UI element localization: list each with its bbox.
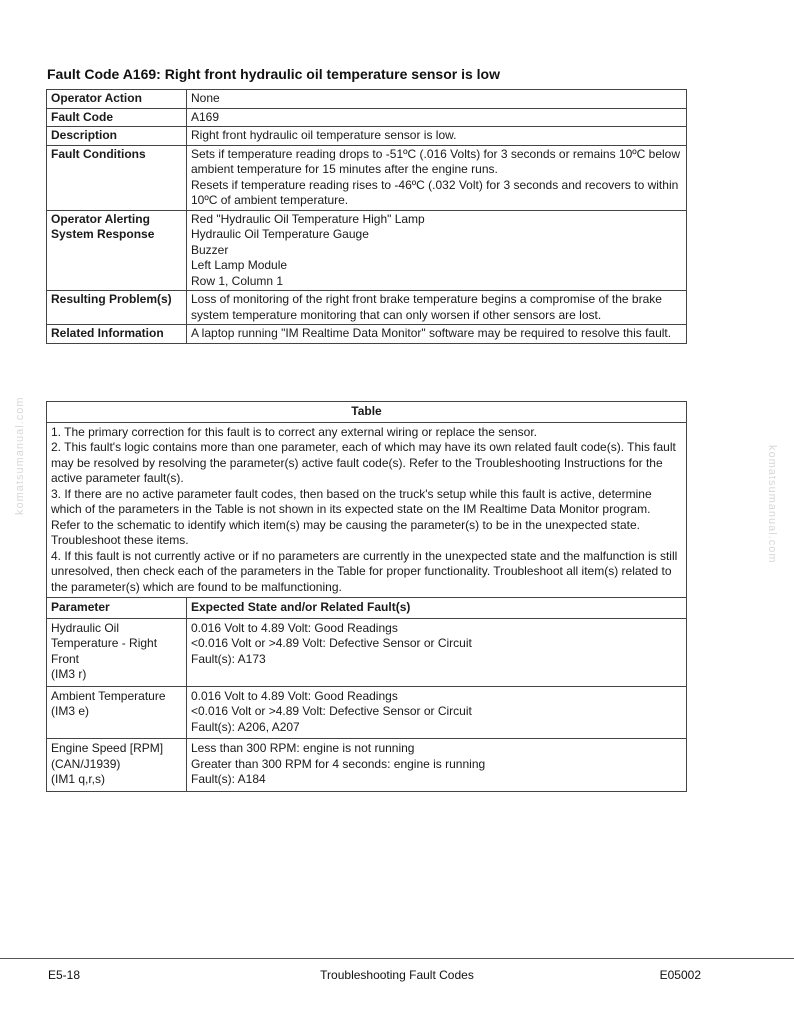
- row-label: Fault Conditions: [47, 145, 187, 210]
- row-label: Related Information: [47, 325, 187, 344]
- watermark-right: komatsumanual.com: [766, 445, 778, 564]
- row-label: Operator Alerting System Response: [47, 210, 187, 291]
- row-label: Description: [47, 127, 187, 146]
- table-title-row: [47, 402, 687, 423]
- row-value: Right front hydraulic oil temperature sensor is low.: [187, 127, 687, 146]
- table-header-row: [47, 598, 687, 619]
- parameter-table: [46, 401, 687, 792]
- row-value: None: [187, 90, 687, 109]
- troubleshooting-notes: 1. The primary correction for this fault is to correct any external wiring or replace the sensor. 2. This fault's logic contains more than one parameter, each of which may have its own related fault code(s). This fault may be resolved by resolving the parameter(s) active fault code(s). Refer to the Troubleshooting Instructions for the active parameter fault(s). 3. If there are no active parameter fault codes, then based on the truck's setup while this fault is active, determine which of the parameters in the Table is not shown in its expected state on the IM Realtime Data Monitor program. Refer to the schematic to identify which item(s) may be causing the parameter(s) to be in the unexpected state. Troubleshoot these items. 4. If this fault is not currently active or if no parameters are currently in the unexpected state and the malfunction is still unresolved, then check each of the parameters in the Table for proper functionality. Troubleshoot all item(s) related to the parameter(s) which are found to be malfunctioning.: [47, 422, 687, 598]
- footer-page-number: E5-18: [48, 968, 81, 982]
- table-row: [47, 210, 687, 291]
- table-title: Table: [47, 402, 687, 423]
- table-row: [47, 739, 687, 792]
- expected-cell: 0.016 Volt to 4.89 Volt: Good Readings <0.016 Volt or >4.89 Volt: Defective Sensor or Circuit Fault(s): A206, A207: [187, 686, 687, 739]
- table-row: [47, 325, 687, 344]
- row-value: Sets if temperature reading drops to -51ºC (.016 Volts) for 3 seconds or remains 10ºC below ambient temperature for 15 minutes after the engine runs. Resets if temperature reading rises to -46ºC (.032 Volt) for 3 seconds and recovers to within 10ºC of ambient temperature.: [187, 145, 687, 210]
- table-row: [47, 108, 687, 127]
- row-label: Operator Action: [47, 90, 187, 109]
- row-label: Resulting Problem(s): [47, 291, 187, 325]
- table-row: [47, 127, 687, 146]
- parameter-cell: Engine Speed [RPM] (CAN/J1939) (IM1 q,r,s): [47, 739, 187, 792]
- watermark-left: komatsumanual.com: [14, 396, 26, 515]
- row-value: A169: [187, 108, 687, 127]
- expected-cell: Less than 300 RPM: engine is not running Greater than 300 RPM for 4 seconds: engine is running Fault(s): A184: [187, 739, 687, 792]
- row-value: A laptop running "IM Realtime Data Monitor" software may be required to resolve this fault.: [187, 325, 687, 344]
- footer-divider: [0, 958, 794, 959]
- column-header-parameter: Parameter: [47, 598, 187, 619]
- footer-doc-code: E05002: [659, 968, 701, 982]
- page-title: Fault Code A169: Right front hydraulic oil temperature sensor is low: [47, 66, 500, 82]
- footer-section-title: Troubleshooting Fault Codes: [320, 968, 474, 982]
- parameter-cell: Hydraulic Oil Temperature - Right Front (IM3 r): [47, 618, 187, 686]
- table-row: [47, 291, 687, 325]
- table-notes-row: [47, 422, 687, 598]
- table-row: [47, 618, 687, 686]
- row-label: Fault Code: [47, 108, 187, 127]
- column-header-expected: Expected State and/or Related Fault(s): [187, 598, 687, 619]
- table-row: [47, 145, 687, 210]
- parameter-cell: Ambient Temperature (IM3 e): [47, 686, 187, 739]
- table-row: [47, 90, 687, 109]
- row-value: Red "Hydraulic Oil Temperature High" Lamp Hydraulic Oil Temperature Gauge Buzzer Left Lamp Module Row 1, Column 1: [187, 210, 687, 291]
- table-row: [47, 686, 687, 739]
- fault-info-table: [46, 89, 687, 344]
- row-value: Loss of monitoring of the right front brake temperature begins a compromise of the brake system temperature monitoring that can only worsen if other sensors are lost.: [187, 291, 687, 325]
- expected-cell: 0.016 Volt to 4.89 Volt: Good Readings <0.016 Volt or >4.89 Volt: Defective Sensor or Circuit Fault(s): A173: [187, 618, 687, 686]
